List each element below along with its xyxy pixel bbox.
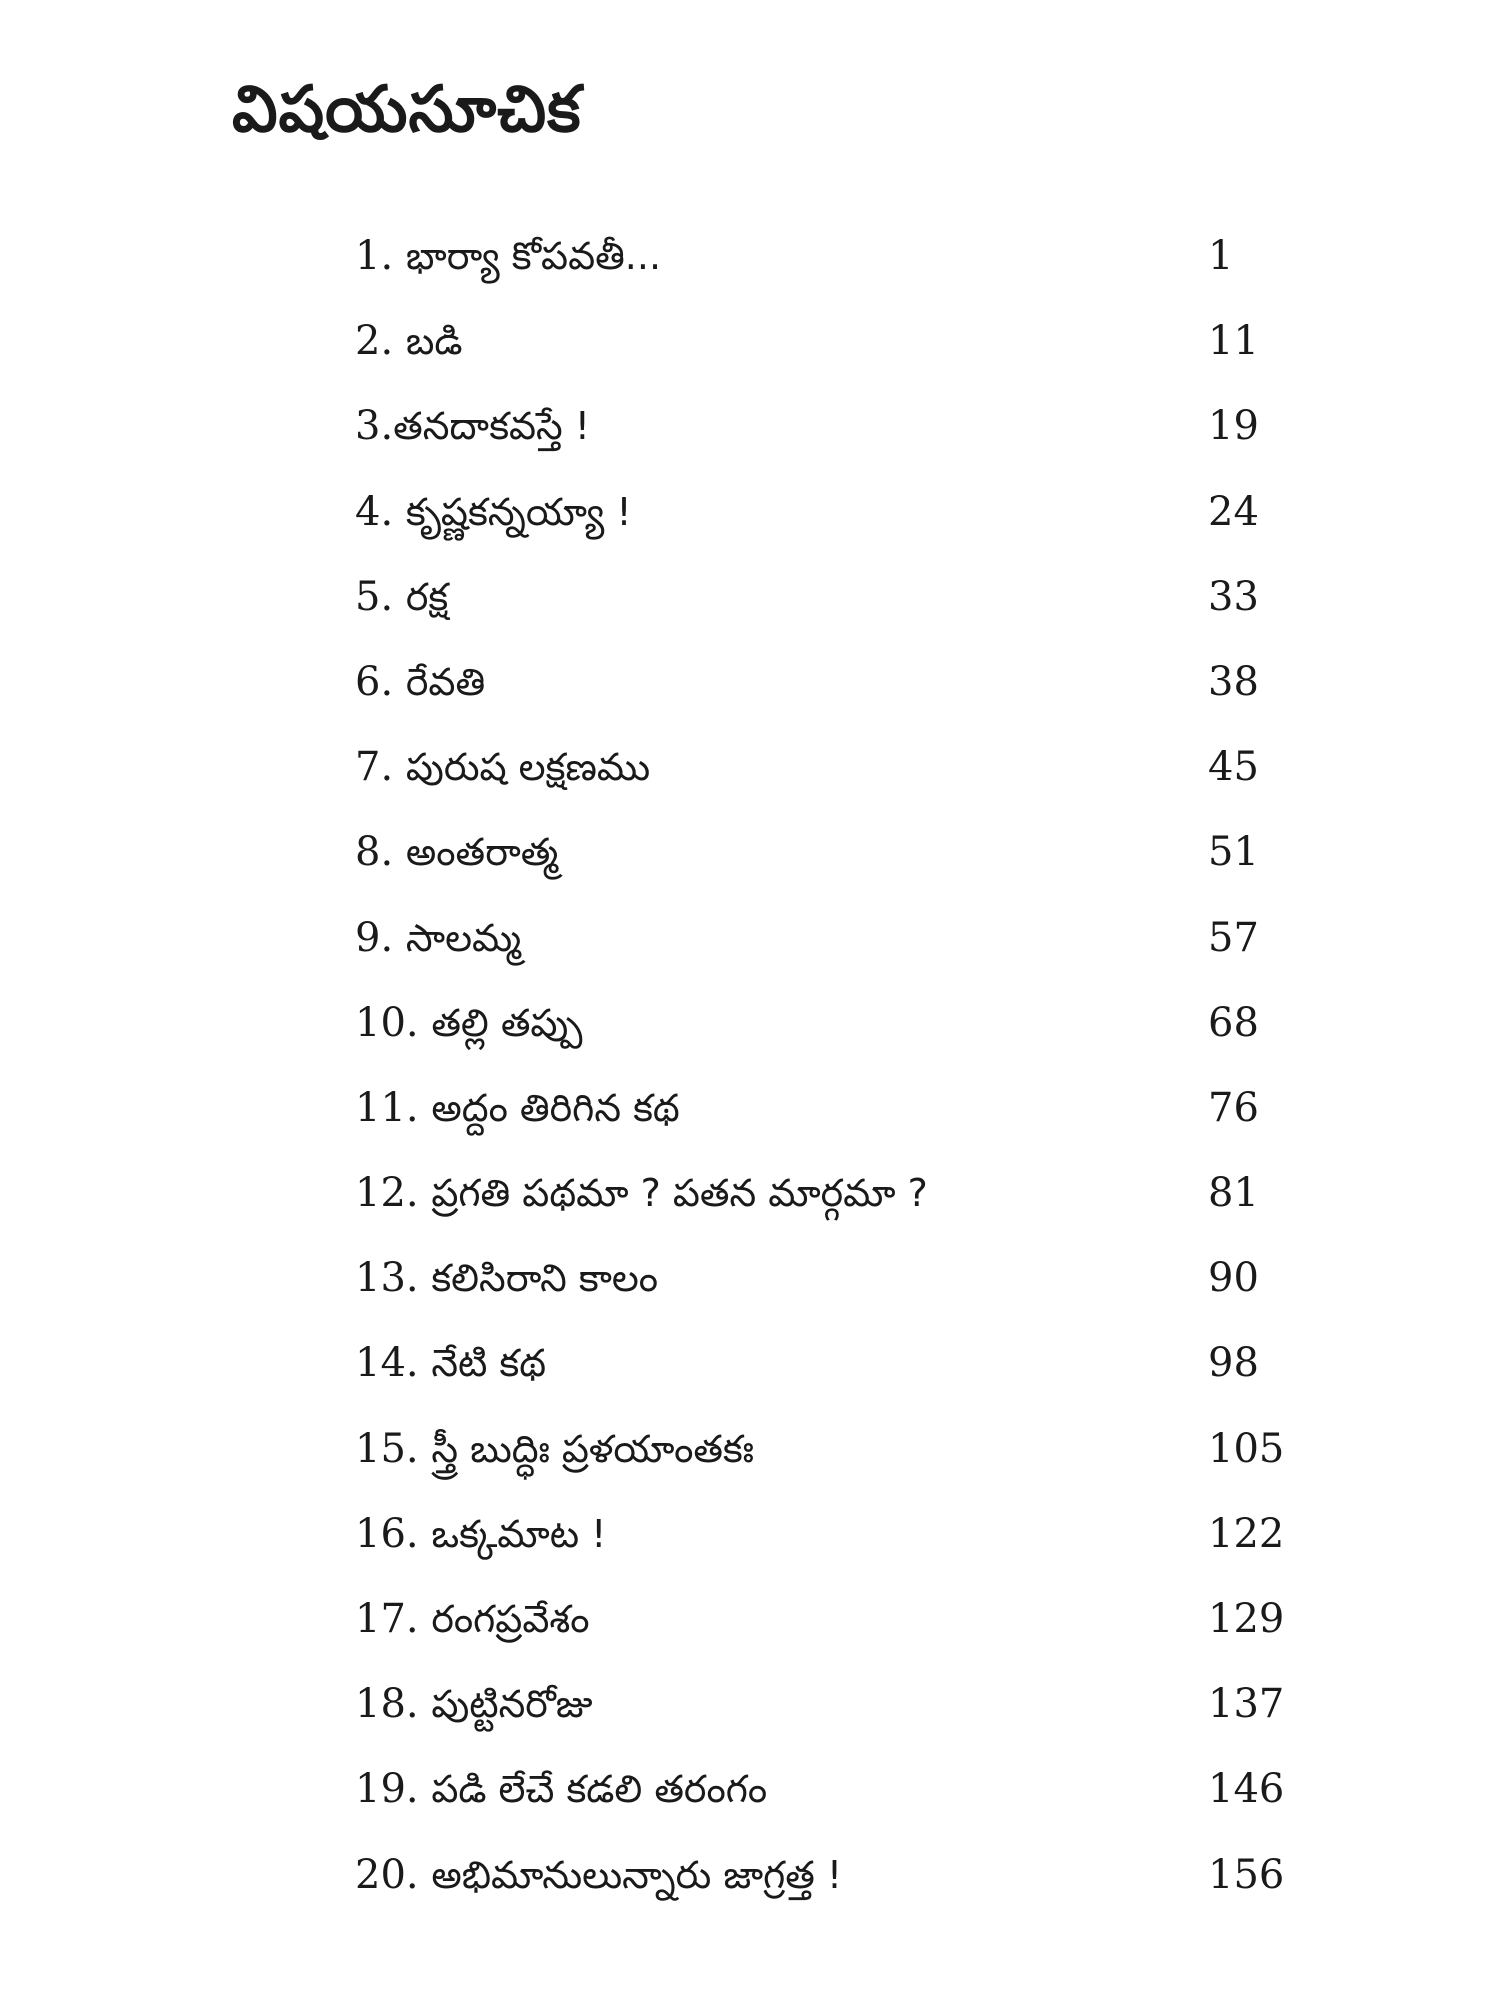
table-of-contents [355, 226, 1295, 1930]
entry-title: పుట్టినరోజు [431, 1682, 593, 1727]
entry-title: స్త్రీ బుద్ధిః ప్రళయాంతకః [431, 1426, 754, 1471]
entry-number: 13. [355, 1255, 419, 1302]
entry-title: తనదాకవస్తే ! [393, 404, 591, 449]
entry-title: కలిసిరాని కాలం [431, 1256, 659, 1301]
entry-page-number: 137 [1208, 1681, 1285, 1728]
entry-title: అభిమానులున్నారు జాగ్రత్త ! [431, 1852, 843, 1897]
entry-number: 11. [355, 1084, 419, 1131]
entry-number: 5. [355, 573, 394, 620]
toc-entry [355, 1589, 1295, 1674]
entry-page-number: 51 [1208, 829, 1259, 876]
entry-page-number: 105 [1208, 1425, 1285, 1472]
entry-number: 18. [355, 1681, 419, 1728]
entry-number: 16. [355, 1510, 419, 1557]
entry-title: భార్యా కోపవతీ... [405, 234, 662, 278]
entry-page-number: 90 [1208, 1255, 1259, 1302]
page-title: విషయసూచిక [232, 73, 582, 147]
toc-entry [355, 822, 1295, 907]
entry-number: 7. [355, 744, 394, 791]
entry-title: రేవతి [405, 659, 486, 704]
entry-page-number: 45 [1208, 744, 1259, 791]
toc-entry [355, 226, 1295, 311]
toc-entry [355, 1163, 1295, 1248]
entry-title: కృష్ణకన్నయ్యా ! [405, 489, 632, 534]
entry-number: 20. [355, 1851, 419, 1898]
entry-title: పడి లేచే కడలి తరంగం [431, 1767, 768, 1812]
entry-title: అద్దం తిరిగిన కథ [431, 1085, 680, 1130]
toc-entry [355, 311, 1295, 396]
entry-title: ఒక్కమాట ! [431, 1511, 607, 1556]
toc-entry [355, 652, 1295, 737]
toc-entry [355, 1419, 1295, 1504]
toc-entry [355, 908, 1295, 993]
toc-entry [355, 993, 1295, 1078]
entry-title: పురుష లక్షణము [405, 745, 651, 790]
entry-title: నేటి కథ [431, 1341, 547, 1386]
entry-title: అంతరాత్మ [405, 830, 559, 875]
entry-page-number: 11 [1208, 318, 1259, 365]
toc-entry [355, 567, 1295, 652]
toc-entry [355, 1333, 1295, 1418]
entry-page-number: 98 [1208, 1340, 1259, 1387]
entry-title: రంగప్రవేశం [431, 1597, 590, 1641]
entry-page-number: 57 [1208, 914, 1259, 961]
entry-page-number: 38 [1208, 658, 1259, 705]
entry-page-number: 24 [1208, 488, 1259, 535]
toc-entry [355, 396, 1295, 481]
entry-number: 6. [355, 658, 394, 705]
entry-page-number: 33 [1208, 573, 1259, 620]
entry-title: రక్ష [405, 574, 449, 619]
entry-page-number: 156 [1208, 1851, 1285, 1898]
entry-number: 2. [355, 318, 394, 365]
entry-number: 10. [355, 999, 419, 1046]
entry-number: 19. [355, 1766, 419, 1813]
entry-number: 12. [355, 1170, 419, 1217]
entry-page-number: 122 [1208, 1510, 1285, 1557]
toc-entry [355, 1078, 1295, 1163]
entry-number: 1. [355, 233, 394, 279]
entry-number: 8. [355, 829, 394, 876]
entry-number: 17. [355, 1596, 419, 1642]
toc-entry [355, 737, 1295, 822]
toc-entry [355, 1504, 1295, 1589]
entry-number: 3. [355, 403, 394, 450]
entry-page-number: 19 [1208, 403, 1259, 450]
entry-number: 15. [355, 1425, 419, 1472]
entry-number: 4. [355, 488, 394, 535]
entry-title: సాలమ్మ [405, 915, 522, 960]
toc-entry [355, 482, 1295, 567]
entry-page-number: 146 [1208, 1766, 1285, 1813]
entry-page-number: 81 [1208, 1170, 1259, 1217]
toc-entry [355, 1674, 1295, 1759]
entry-title: తల్లి తప్పు [431, 1000, 583, 1045]
entry-page-number: 68 [1208, 999, 1259, 1046]
entry-page-number: 1 [1208, 233, 1234, 279]
entry-page-number: 129 [1208, 1596, 1285, 1642]
entry-title: ప్రగతి పథమా ? పతన మార్గమా ? [431, 1171, 928, 1216]
entry-title: బడి [405, 319, 463, 364]
toc-entry [355, 1759, 1295, 1844]
toc-entry [355, 1845, 1295, 1930]
entry-page-number: 76 [1208, 1084, 1259, 1131]
toc-entry [355, 1248, 1295, 1333]
entry-number: 14. [355, 1340, 419, 1387]
entry-number: 9. [355, 914, 394, 961]
